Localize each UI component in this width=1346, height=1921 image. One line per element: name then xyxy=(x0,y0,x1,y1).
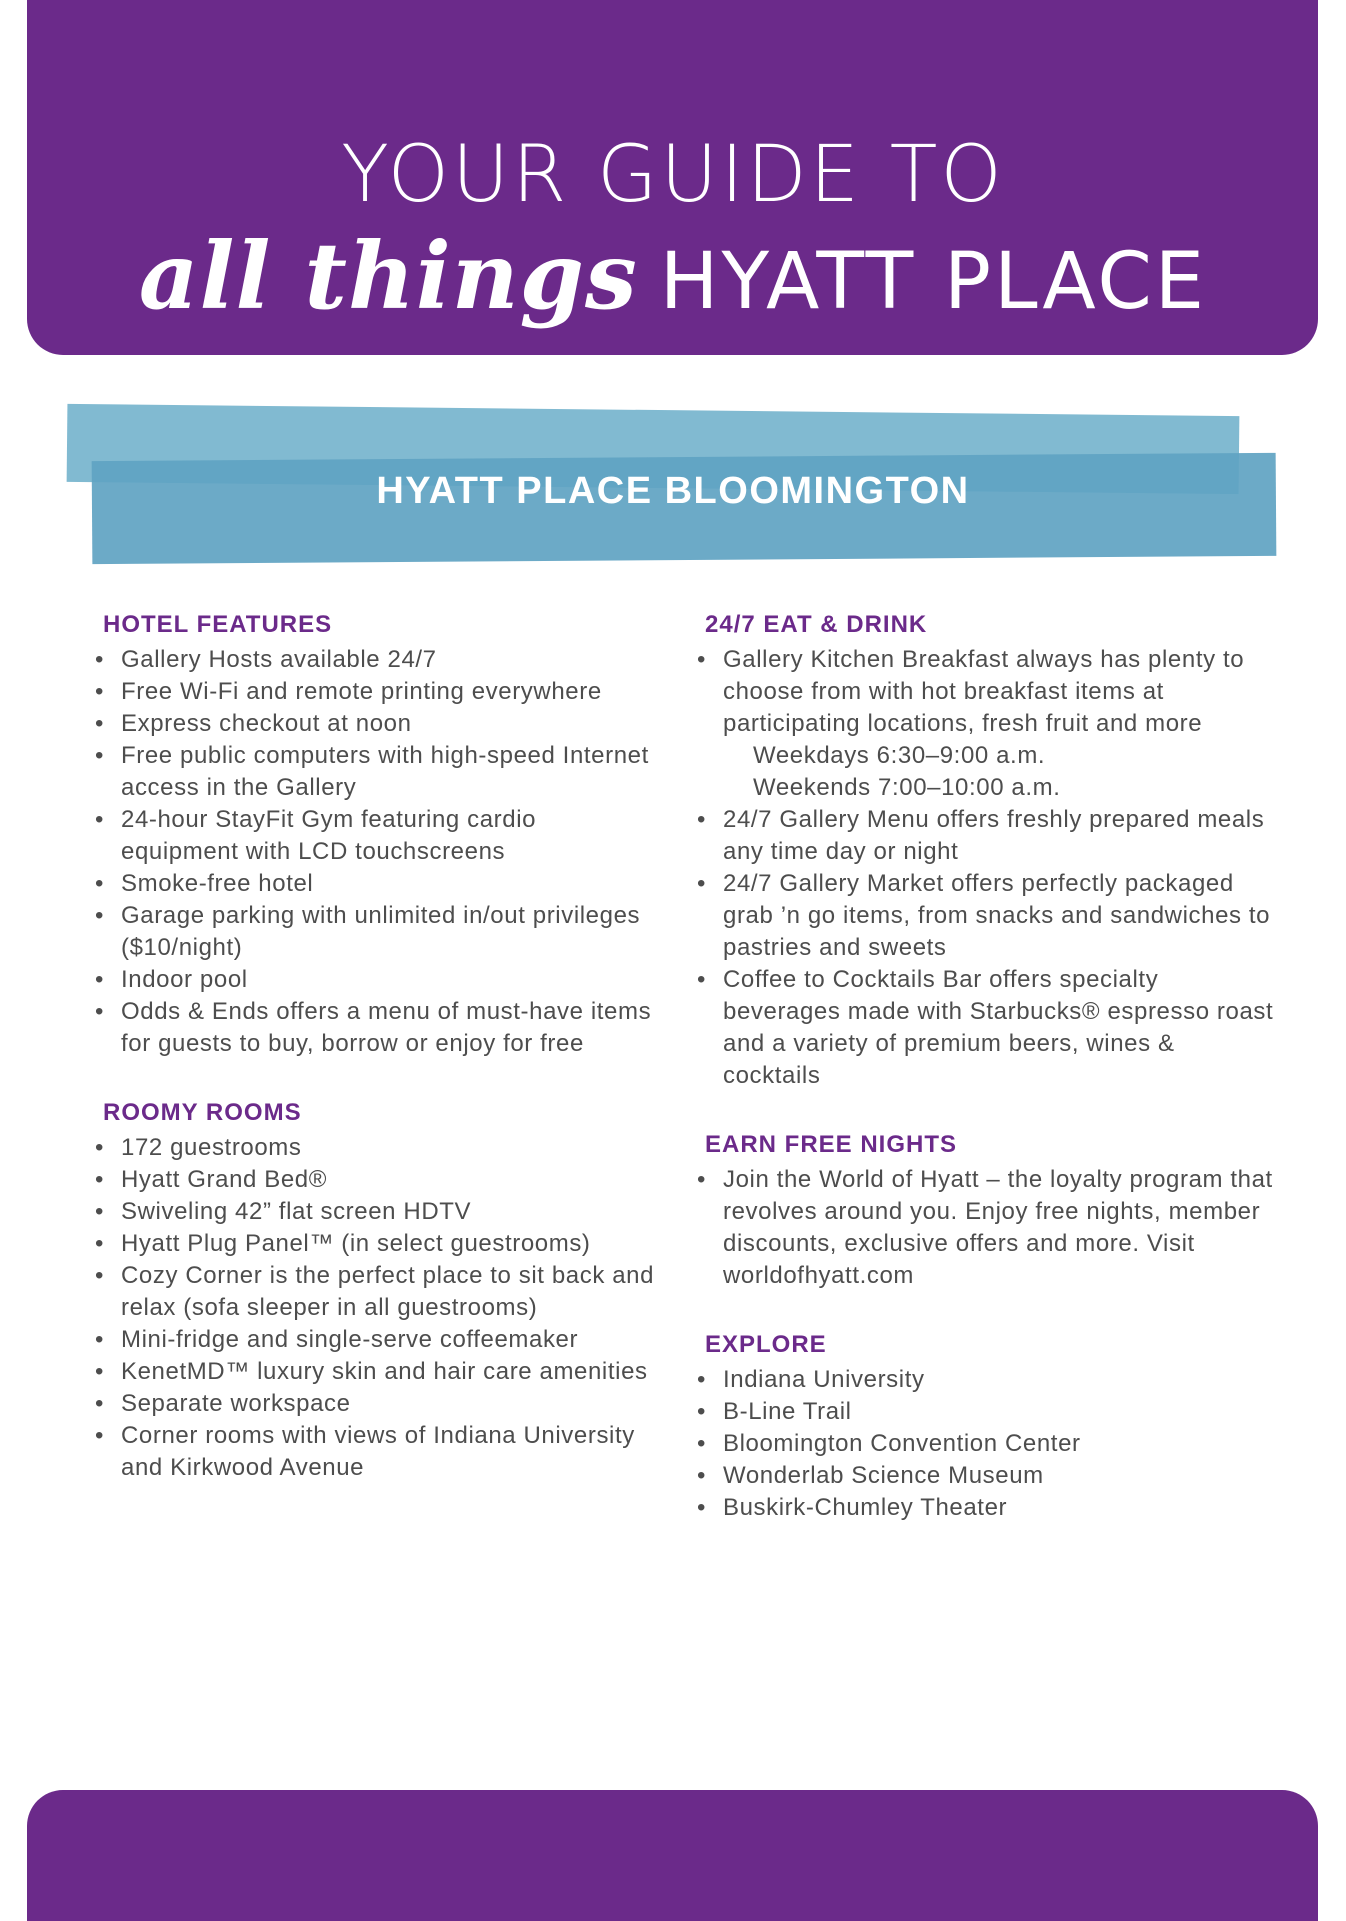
list-item: • Smoke-free hotel xyxy=(95,868,655,900)
list-item: • Free public computers with high-speed Internet access in the Gallery xyxy=(95,740,655,804)
list-item: • Corner rooms with views of Indiana University and Kirkwood Avenue xyxy=(95,1420,655,1484)
hotel-name-banner: HYATT PLACE BLOOMINGTON xyxy=(376,470,970,512)
breakfast-hours-weekdays: Weekdays 6:30–9:00 a.m. xyxy=(753,742,1046,769)
footer-band xyxy=(27,1790,1318,1921)
list-item: • Garage parking with unlimited in/out privileges ($10/night) xyxy=(95,900,655,964)
title-line-2 xyxy=(0,222,1346,330)
hotel-features-heading: HOTEL FEATURES xyxy=(103,611,333,638)
earn-free-nights-list xyxy=(697,1164,1277,1292)
eat-drink-list-breakfast xyxy=(697,644,1277,740)
list-item: • Free Wi-Fi and remote printing everywhere xyxy=(95,676,655,708)
eat-drink-list xyxy=(697,804,1277,1092)
list-item: • KenetMD™ luxury skin and hair care amenities xyxy=(95,1356,655,1388)
list-item: • Bloomington Convention Center xyxy=(697,1428,1277,1460)
eat-drink-heading: 24/7 EAT & DRINK xyxy=(705,611,928,638)
list-item: • Coffee to Cocktails Bar offers specialty beverages made with Starbucks® espresso roast and a variety of premium beers, wines & cocktails xyxy=(697,964,1277,1092)
list-item: • Gallery Kitchen Breakfast always has plenty to choose from with hot breakfast items at participating locations, fresh fruit and more xyxy=(697,644,1277,740)
list-item: • Gallery Hosts available 24/7 xyxy=(95,644,655,676)
list-item: • 24/7 Gallery Market offers perfectly packaged grab ’n go items, from snacks and sandwiches to pastries and sweets xyxy=(697,868,1277,964)
explore-list xyxy=(697,1364,1277,1524)
list-item: • Hyatt Grand Bed® xyxy=(95,1164,655,1196)
breakfast-hours-weekends: Weekends 7:00–10:00 a.m. xyxy=(753,774,1061,801)
title-brand-text: HYATT PLACE xyxy=(659,237,1208,327)
left-column xyxy=(95,608,655,1520)
list-item: • Indoor pool xyxy=(95,964,655,996)
list-item: • Join the World of Hyatt – the loyalty program that revolves around you. Enjoy free nights, member discounts, exclusive offers and more. Visit worldofhyatt.com xyxy=(697,1164,1277,1292)
list-item: • Hyatt Plug Panel™ (in select guestrooms) xyxy=(95,1228,655,1260)
explore-heading: EXPLORE xyxy=(705,1331,827,1358)
list-item: • B-Line Trail xyxy=(697,1396,1277,1428)
hotel-features-list xyxy=(95,644,655,1060)
roomy-rooms-list xyxy=(95,1132,655,1484)
list-item: • 24/7 Gallery Menu offers freshly prepared meals any time day or night xyxy=(697,804,1277,868)
list-item: • Indiana University xyxy=(697,1364,1277,1396)
title-script-text: all things xyxy=(138,222,638,330)
list-item: • Buskirk-Chumley Theater xyxy=(697,1492,1277,1524)
earn-free-nights-heading: EARN FREE NIGHTS xyxy=(705,1131,958,1158)
list-item: • Separate workspace xyxy=(95,1388,655,1420)
list-item: • Swiveling 42” flat screen HDTV xyxy=(95,1196,655,1228)
right-column xyxy=(697,608,1277,1560)
list-item: • 172 guestrooms xyxy=(95,1132,655,1164)
list-item: • Mini-fridge and single-serve coffeemaker xyxy=(95,1324,655,1356)
list-item: • Cozy Corner is the perfect place to sit back and relax (sofa sleeper in all guestrooms) xyxy=(95,1260,655,1324)
title-line-1: YOUR GUIDE TO xyxy=(341,130,1005,220)
list-item: • Express checkout at noon xyxy=(95,708,655,740)
roomy-rooms-heading: ROOMY ROOMS xyxy=(103,1099,302,1126)
list-item: • Wonderlab Science Museum xyxy=(697,1460,1277,1492)
list-item: • Odds & Ends offers a menu of must-have items for guests to buy, borrow or enjoy for free xyxy=(95,996,655,1060)
list-item: • 24-hour StayFit Gym featuring cardio equipment with LCD touchscreens xyxy=(95,804,655,868)
